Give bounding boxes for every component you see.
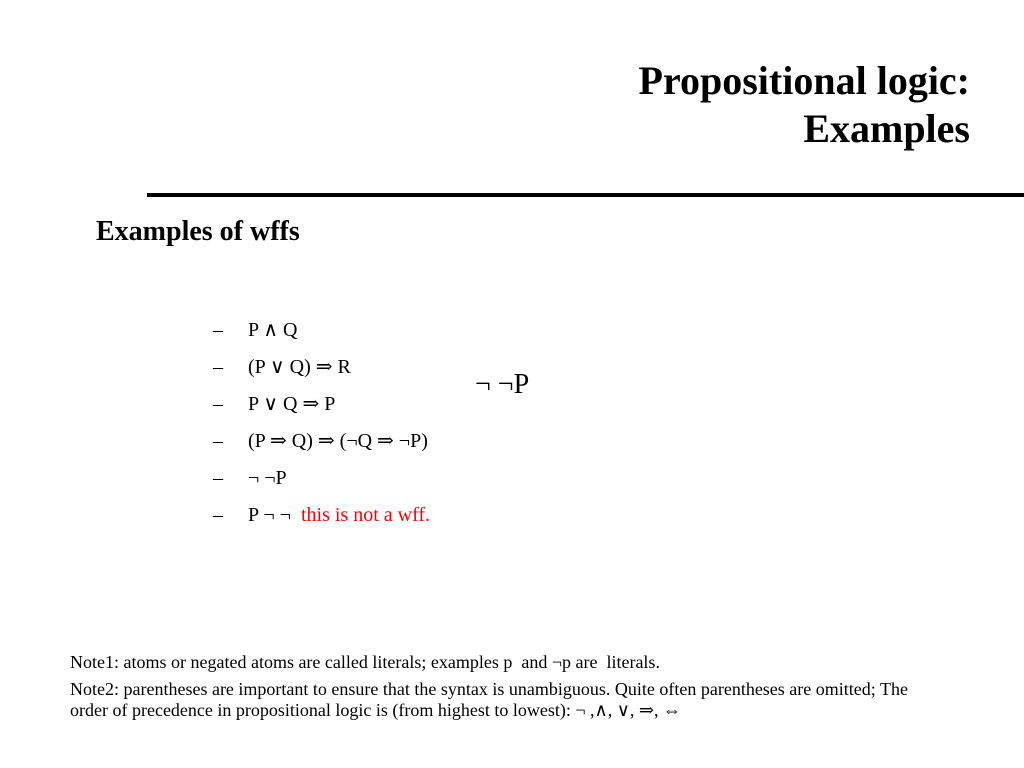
list-item (213, 426, 430, 463)
list-dash: – (213, 504, 223, 526)
not-wff-note: this is not a wff. (300, 504, 431, 526)
list-item (213, 315, 430, 352)
list-item (213, 352, 430, 389)
section-heading: Examples of wffs (96, 216, 300, 247)
examples-list (213, 315, 430, 537)
example-formula: P ∨ Q ⇒ P (248, 393, 336, 415)
list-item (213, 500, 430, 537)
list-item (213, 463, 430, 500)
note-2: Note2: parentheses are important to ensure that the syntax is unambiguous. Quite often parentheses are omitted; The order of precedence in propositional logic is (from highest to lowest): ¬ ,∧, ∨, ⇒, ⇔ (70, 679, 908, 720)
list-dash: – (213, 467, 223, 489)
list-dash: – (213, 393, 223, 415)
floating-formula: ¬ ¬P (475, 369, 530, 400)
title-divider (147, 193, 1024, 197)
slide-title (639, 57, 970, 153)
list-dash: – (213, 319, 223, 341)
slide-title-line1: Propositional logic: (638, 58, 970, 103)
example-formula: P ∧ Q (248, 319, 298, 341)
example-formula: P ¬ ¬ (248, 504, 296, 526)
notes-block (70, 652, 930, 727)
example-formula: ¬ ¬P (248, 467, 287, 489)
list-dash: – (213, 356, 223, 378)
example-formula: (P ∨ Q) ⇒ R (248, 356, 351, 378)
note-1: Note1: atoms or negated atoms are called literals; examples p and ¬p are literals. (70, 652, 660, 672)
example-formula: (P ⇒ Q) ⇒ (¬Q ⇒ ¬P) (248, 430, 428, 452)
slide-title-line2: Examples (803, 106, 970, 151)
list-item (213, 389, 430, 426)
list-dash: – (213, 430, 223, 452)
